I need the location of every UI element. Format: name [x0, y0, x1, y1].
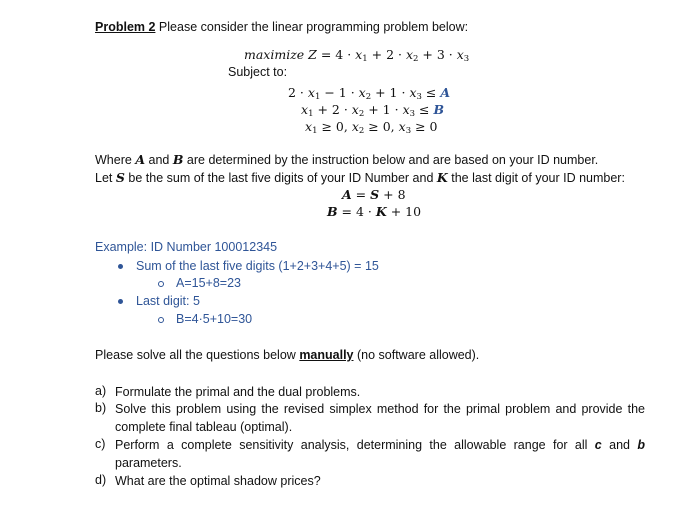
problem-header [95, 20, 468, 35]
objective-function: maximize $Z = 4 \cdot x_1 + 2 \cdot x_2 + 3 \cdot x_3$ [244, 47, 470, 64]
question-b-text: Solve this problem using the revised simplex method for the primal problem and provide the complete final tableau (optimal). [115, 402, 645, 434]
circle-bullet-icon [158, 317, 164, 323]
question-d-text: What are the optimal shadow prices? [115, 474, 321, 488]
manually-emphasis: manually [299, 348, 354, 362]
constraint-1: $2 \cdot x_1 - 1 \cdot x_2 + 1 \cdot x_3 \le A$ [288, 85, 451, 102]
subject-to-label: Subject to: [228, 65, 288, 79]
question-c-label: c) [95, 437, 106, 451]
constraint-2: $x_1 + 2 \cdot x_2 + 1 \cdot x_3 \le B$ [301, 102, 445, 119]
problem-intro: Please consider the linear programming problem below: [158, 20, 469, 34]
description-line-2: Let S be the sum of the last five digits of your ID Number and K the last digit of your ID number: [95, 170, 625, 185]
example-bullet-2: Last digit: 5 [136, 294, 200, 308]
question-a-text: Formulate the primal and the dual problems. [115, 385, 361, 399]
circle-bullet-icon [158, 281, 164, 287]
example-sub-1: A=15+8=23 [176, 276, 241, 290]
objective-prefix: maximize [244, 47, 305, 62]
objective-z: Z [308, 47, 317, 62]
rhs-b: B [433, 102, 445, 117]
formula-b: B = 4 · K + 10 [327, 204, 422, 219]
question-b-label: b) [95, 401, 107, 415]
instruction-line: Please solve all the questions below manually (no software allowed). [95, 348, 480, 362]
rhs-a: A [440, 85, 451, 100]
question-a-label: a) [95, 384, 107, 398]
nonnegativity-constraint: $x_1 \ge 0$, $x_2 \ge 0$, $x_3 \ge 0$ [305, 119, 438, 136]
example-sub-2: B=4·5+10=30 [176, 312, 253, 326]
description-line-1: Where A and B are determined by the instruction below and are based on your ID number. [95, 152, 599, 167]
formula-a: A = S + 8 [342, 187, 406, 202]
bullet-icon [118, 264, 123, 269]
problem-label: Problem 2 [95, 20, 156, 34]
question-c-text: Perform a complete sensitivity analysis, determining the allowable range for all c and b parameters. [115, 438, 645, 470]
example-bullet-1: Sum of the last five digits (1+2+3+4+5) = 15 [136, 259, 379, 273]
example-title: Example: ID Number 100012345 [95, 240, 278, 254]
bullet-icon [118, 299, 123, 304]
question-d-label: d) [95, 473, 107, 487]
